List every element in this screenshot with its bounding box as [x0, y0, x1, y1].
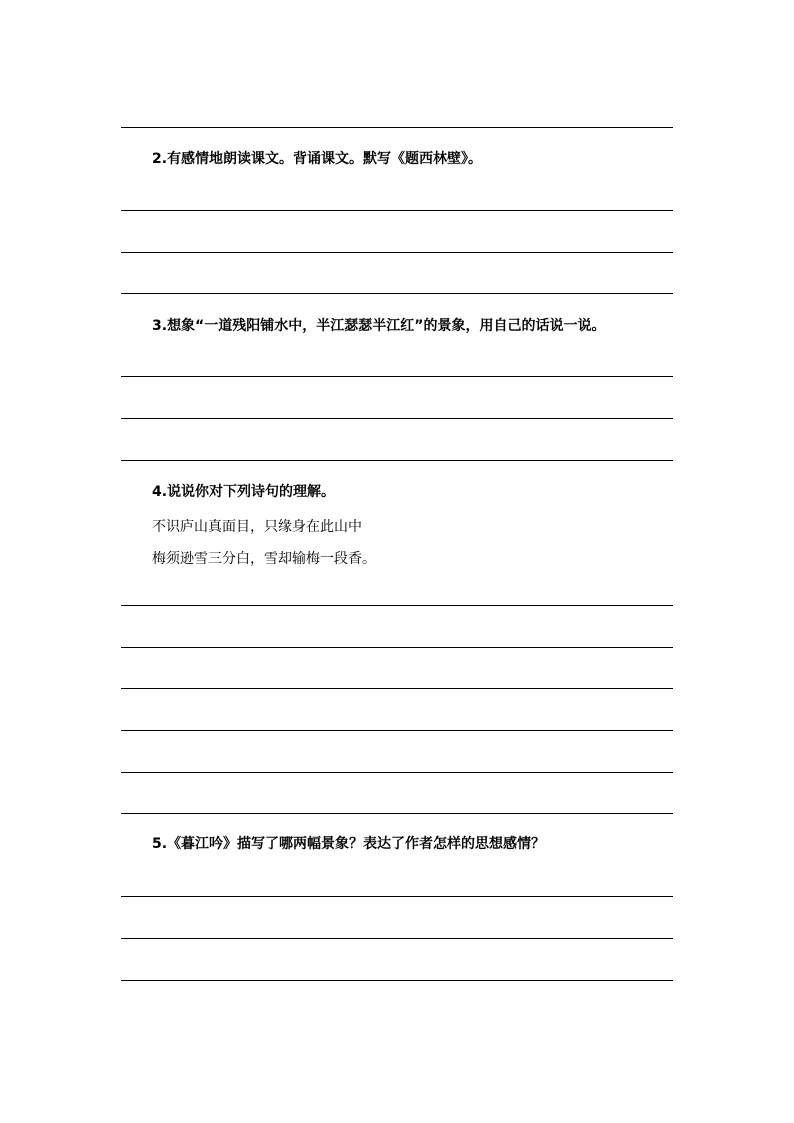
question-number: 3. — [152, 318, 168, 334]
answer-line — [121, 210, 673, 211]
answer-line — [121, 376, 673, 377]
answer-line — [121, 605, 673, 606]
answer-line — [121, 252, 673, 253]
question-number: 4. — [152, 484, 168, 500]
answer-line — [121, 772, 673, 773]
question-text: 《暮江吟》描写了哪两幅景象？表达了作者怎样的思想感情？ — [167, 836, 546, 852]
rule-line — [121, 127, 673, 128]
question-text: 说说你对下列诗句的理解。 — [167, 484, 336, 500]
question-text: 有感情地朗读课文。背诵课文。默写《题西林壁》。 — [167, 151, 483, 167]
answer-line — [121, 980, 673, 981]
answer-line — [121, 688, 673, 689]
answer-line — [121, 896, 673, 897]
question-2 — [152, 150, 482, 168]
question-3 — [152, 317, 605, 335]
question-4 — [152, 483, 335, 501]
question-number: 2. — [152, 151, 168, 167]
answer-line — [121, 293, 673, 294]
poem-line-2: 梅须逊雪三分白，雪却输梅一段香。 — [152, 551, 376, 567]
answer-line — [121, 418, 673, 419]
answer-line — [121, 647, 673, 648]
question-text: 想象“一道残阳铺水中，半江瑟瑟半江红”的景象，用自己的话说一说。 — [167, 318, 606, 334]
answer-line — [121, 460, 673, 461]
question-5 — [152, 835, 545, 853]
poem-line-1: 不识庐山真面目，只缘身在此山中 — [152, 519, 362, 535]
question-number: 5. — [152, 836, 168, 852]
answer-line — [121, 938, 673, 939]
answer-line — [121, 730, 673, 731]
answer-line — [121, 813, 673, 814]
